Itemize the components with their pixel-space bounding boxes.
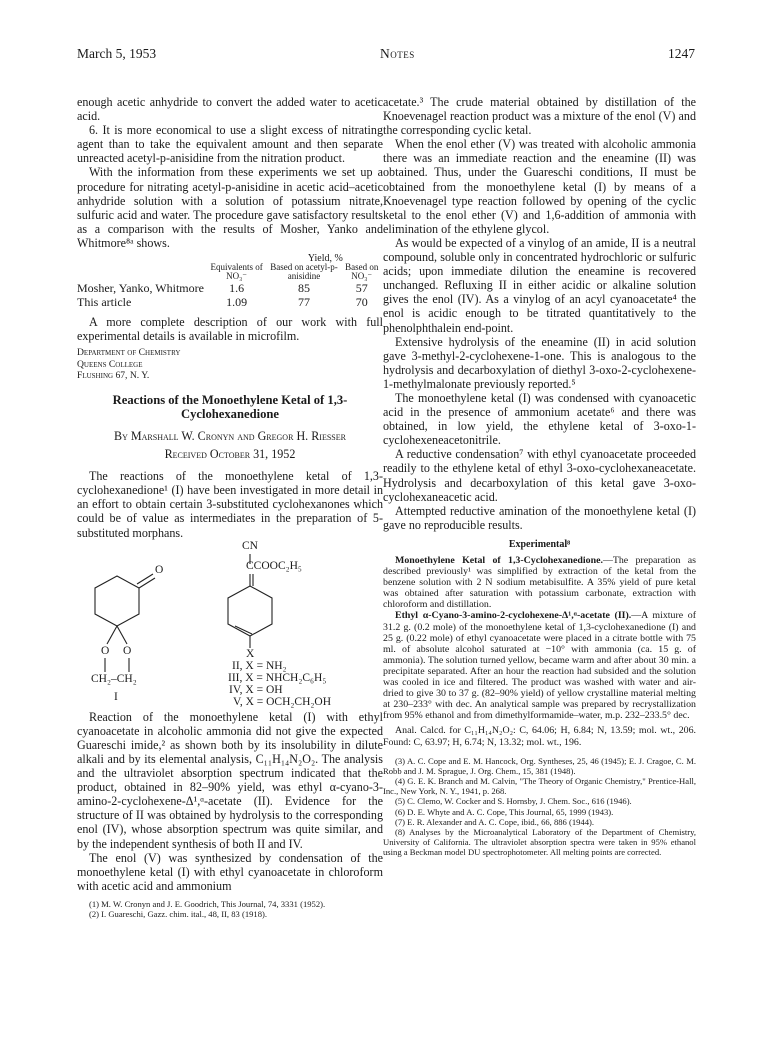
table-header: Equivalents of NO₃⁻ — [210, 262, 263, 282]
footnote: (4) G. E. K. Branch and M. Calvin, "The Theory of Organic Chemistry," Prentice-Hall, Inc., New York, N. Y., 1941, p. 268. — [383, 776, 696, 797]
table-header: Based on acetyl-p-anisidine — [270, 262, 338, 282]
compound-heading: Ethyl α-Cyano-3-amino-2-cyclohexene-Δ¹,ᵅ-acetate (II). — [395, 610, 632, 622]
atom-label: O — [101, 644, 110, 657]
section-heading: Experimental⁸ — [508, 538, 571, 550]
paragraph: The monoethylene ketal (I) was condensed with cyanoacetic acid in the presence of ammonium acetate⁶ and there was obtained, in low yield, the ethylene ketal of 3-oxo-1-cyclohexeneacetonitrile. — [383, 390, 696, 448]
experimental-paragraph: Ethyl α-Cyano-3-amino-2-cyclohexene-Δ¹,ᵅ-acetate (II).—A mixture of 31.2 g. (0.2 mole) of the monoethylene ketal of 1,3-cyclohexanedione (I) and 25 g. (0.22 mole) of ethyl cyanoacetate were placed in a citrate bottle with 75 ml. of absolute alcohol saturated at −10° with ammonia (ca. 15 g. of ammonia). The solution turned yellow, became warm and after about 30 min. a precipitate separated. After an hour the reaction had subsided and the solution was cooled in ice and filtered. The product was washed with water and air-dried to give 30 to 37 g. (82–90% yield) of yellow crystalline material melting at 230–233° with dec. An analytical sample was prepared by recrystallization from 95% ethanol and from dimethylformamide–water, m.p. 232–233.5° dec. — [383, 610, 696, 722]
table-row: Mosher, Yanko, Whitmore 1.6 85 57 — [77, 281, 368, 296]
footnotes — [383, 756, 696, 858]
running-date: March 5, 1953 — [77, 46, 157, 61]
paragraph: Reaction of the monoethylene ketal (I) with ethyl cyanoacetate in alcoholic ammonia did not give the expected Guareschi imide,² as shown both by its insolubility in dilute alkali and by its elemental analysis, C₁₁H₁₄N₂O₂. The analysis and the ultraviolet absorption spectrum indicated that the product, obtained in 82–90% yield, was ethyl α-cyano-3-amino-2-cyclohexene-Δ¹,ᵅ-acetate (II). Evidence for the structure of II was obtained by hydrolysis to the corresponding enol (IV), whose absorption spectrum was quite similar, and by the independent synthesis of both II and IV. — [77, 709, 383, 851]
atom-label: X — [246, 647, 255, 660]
atom-label: CH₂–CH₂ — [91, 672, 137, 685]
footnote: (7) E. R. Alexander and A. C. Cope, ibid., 66, 886 (1944). — [395, 816, 595, 827]
table-header: Based on NO₃⁻ — [345, 262, 379, 282]
authors: By Marshall W. Cronyn and Gregor H. Riesser — [114, 429, 346, 444]
atom-label: CN — [242, 539, 258, 552]
footnote: (8) Analyses by the Microanalytical Laboratory of the Department of Chemistry, University of California. The ultraviolet absorption spectra were taken in 95% ethanol using a Beckman model DU spectrophotometer. All melting points are corrected. — [383, 827, 696, 858]
running-section: Notes — [380, 46, 415, 61]
paragraph: Attempted reductive amination of the monoethylene ketal (I) gave no reproducible results. — [383, 503, 696, 532]
analysis-paragraph: Anal. Calcd. for C₁₁H₁₄N₂O₂: C, 64.06; H, 6.84; N, 13.59; mol. wt., 206. Found: C, 63.97; H, 6.74; N, 13.32; mol. wt., 196. — [383, 725, 696, 748]
paragraph: A more complete description of our work with full experimental details is available in microfilm. — [77, 315, 383, 344]
received-date: Received October 31, 1952 — [164, 447, 296, 462]
yield-table — [77, 254, 383, 309]
compound-label: II, X = NH₂ — [232, 659, 287, 672]
paragraph: 6. It is more economical to use a slight excess of nitrating agent than to take the equivalent amount and then separate unreacted acetyl-p-anisidine from the nitration product. — [77, 123, 383, 166]
footnote: (5) C. Clemo, W. Cocker and S. Hornsby, J. Chem. Soc., 616 (1946). — [395, 796, 632, 807]
chemical-structures — [77, 539, 383, 708]
table-row: This article 1.09 77 70 — [77, 295, 368, 310]
paragraph: A reductive condensation⁷ with ethyl cyanoacetate proceeded readily to the ethylene ketal of ethyl 3-oxo-cyclohexaneacetate. Hydrolysis and decarboxylation of this ketal gave 3-oxo-cyclohexaneacetic acid. — [383, 447, 696, 504]
paragraph: enough acetic anhydride to convert the added water to acetic acid. — [77, 95, 383, 124]
paragraph: As would be expected of a vinylog of an amide, II is a neutral compound, soluble only in concentrated hydrochloric or sulfuric acids; upon immediate dilution the eneamine is recovered unchanged. Refluxing II in either acidic or alkaline solution gives the enol (IV). As a vinylog of an acyl cyanoacetate⁴ the enol is acidic enough to be titrated quantitatively to the phenolphthalein end-point. — [383, 235, 696, 335]
compound-heading: Monoethylene Ketal of 1,3-Cyclohexanedione. — [395, 555, 603, 566]
left-column — [77, 95, 383, 919]
paragraph: With the information from these experiments we set up a procedure for nitrating acetyl-p-anisidine in acetic acid–acetic anhydride solution with a solution of potassium nitrate, sulfuric acid and water. The procedure gave satisfactory results as a comparison with the results of Mosher, Yanko and Whitmore⁸ᵃ shows. — [77, 165, 383, 250]
footnote: (6) D. E. Whyte and A. C. Cope, This Journal, 65, 1999 (1943). — [395, 806, 614, 817]
compound-label: V, X = OCH₂CH₂OH — [233, 695, 331, 708]
footnote: (1) M. W. Cronyn and J. E. Goodrich, This Journal, 74, 3331 (1952). — [89, 898, 326, 909]
experimental-paragraph: Monoethylene Ketal of 1,3-Cyclohexanedione.—The preparation as described previously¹ was simplified by extraction of the ketal from the benzene solution with 2 N sodium metabisulfite. A 35% yield of pure ketal was obtained after saturation with potassium carbonate, extraction with chloroform and distillation. — [383, 555, 696, 611]
footnotes — [77, 899, 383, 919]
paragraph: Extensive hydrolysis of the eneamine (II) in acid solution gave 3-methyl-2-cyclohexene-1-one. This is analogous to the hydrolysis and decarboxylation of diethyl 3-oxo-2-cyclohexene-1-methylmalonate previously reported.⁵ — [383, 334, 696, 391]
article-title: Reactions of the Monoethylene Ketal of 1,3-Cyclohexanedione — [112, 393, 348, 422]
footnote: (2) I. Guareschi, Gazz. chim. ital., 48, II, 83 (1918). — [89, 909, 268, 920]
atom-label: O — [123, 644, 132, 657]
table-header: Yield, % — [307, 253, 343, 265]
right-column — [383, 95, 696, 858]
paragraph: The enol (V) was synthesized by condensation of the monoethylene ketal (I) with ethyl cyanoacetate in chloroform with acetic acid and ammonium — [77, 850, 383, 893]
page-number: 1247 — [668, 46, 695, 61]
atom-label: CCOOC₂H₅ — [246, 559, 302, 572]
footnote: (3) A. C. Cope and E. M. Hancock, Org. Syntheses, 25, 46 (1945); E. J. Cragoe, C. M. Robb and J. M. Sprague, J. Org. Chem., 15, 381 (1948). — [383, 755, 696, 776]
paragraph: The reactions of the monoethylene ketal of 1,3-cyclohexanedione¹ (I) have been investigated in more detail in an effort to obtain certain 3-substituted cyclohexanones which could be of value as intermediates in the preparation of 5-substituted morphans. — [77, 469, 383, 540]
paragraph: acetate.³ The crude material obtained by distillation of the Knoevenagel reaction product was a mixture of the enol (V) and the corresponding cyclic ketal. — [383, 95, 696, 138]
compound-label: I — [114, 690, 118, 703]
atom-label: O — [155, 563, 164, 576]
paragraph: When the enol ether (V) was treated with alcoholic ammonia there was an immediate reaction and the eneamine (II) was obtained. Thus, under the Guareschi conditions, II must be obtained from the monoethylene ketal (I) by means of a Knoevenagel type reaction followed by opening of the cyclic ketal to the enol ether (V) and 1,6-addition of ammonia with elimination of the ethylene glycol. — [383, 137, 696, 236]
compound-label: III, X = NHCH₂C₆H₅ — [228, 671, 327, 684]
compound-label: IV, X = OH — [229, 683, 283, 696]
affiliation: Department of Chemistry Queens College Flushing 67, N. Y. — [77, 347, 181, 381]
